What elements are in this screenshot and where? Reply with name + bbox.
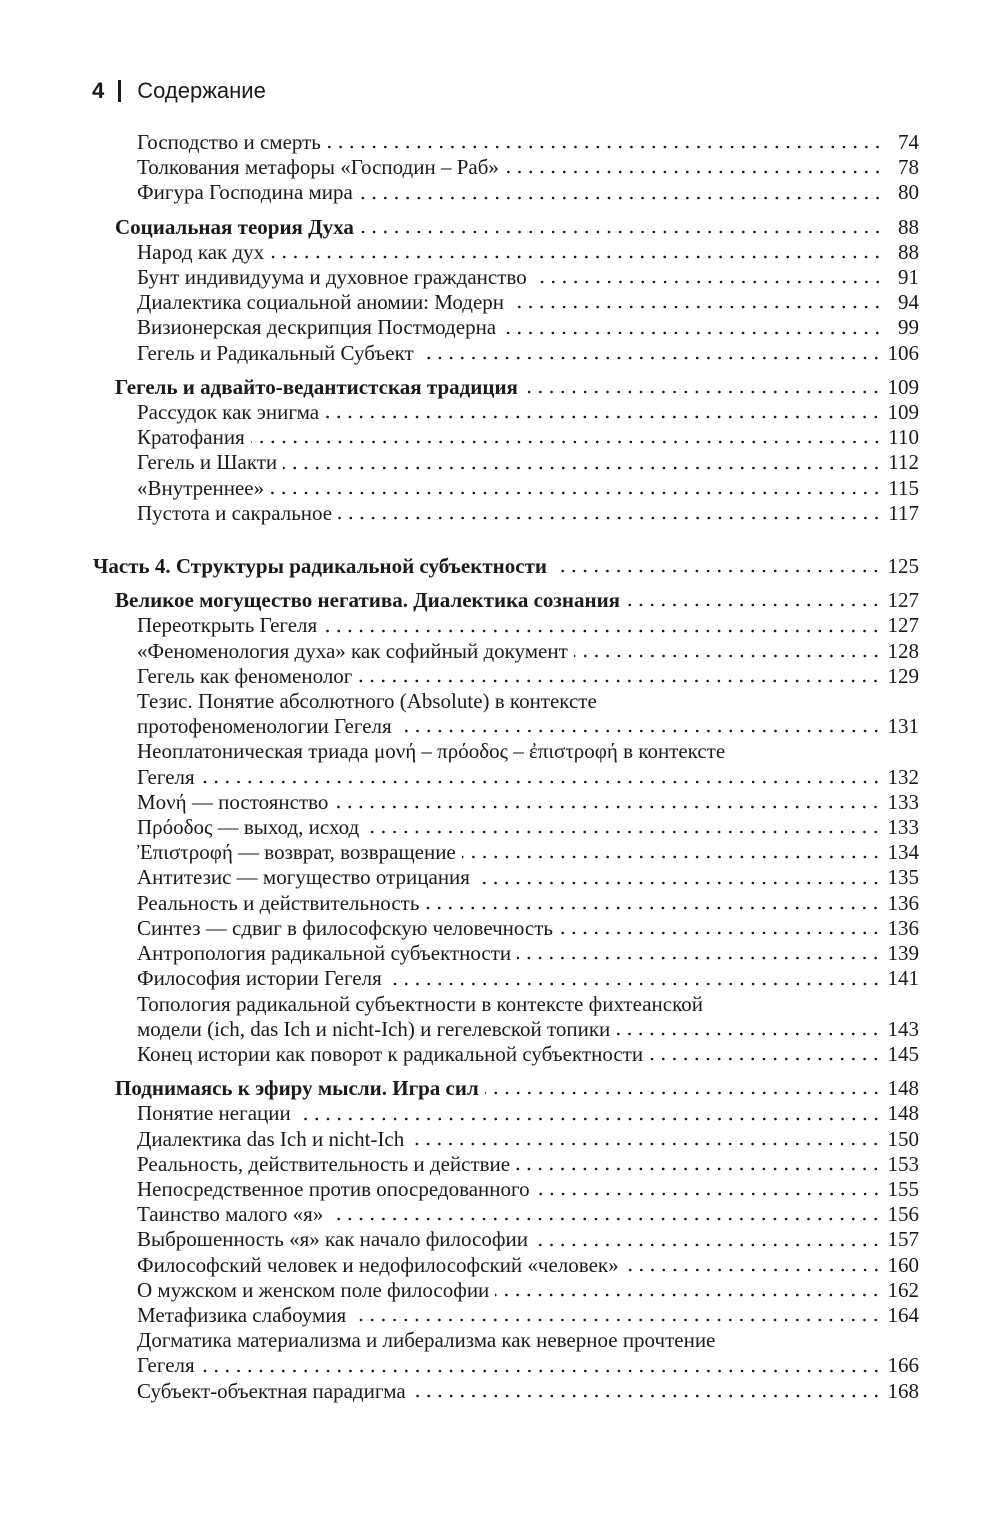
toc-page-number: 127	[887, 613, 919, 638]
toc-entry-sub	[93, 992, 919, 1042]
toc-entry-line	[137, 765, 919, 790]
dot-leader	[476, 881, 882, 885]
toc-entry-title: Таинство малого «я»	[137, 1202, 324, 1227]
dot-leader	[201, 1369, 882, 1373]
toc-entry-line	[137, 450, 919, 475]
toc-entry-line	[137, 1017, 919, 1042]
toc-page-number: 133	[887, 815, 919, 840]
dot-leader	[270, 491, 882, 495]
toc-entry-line	[137, 1379, 919, 1404]
toc-page-number: 160	[887, 1252, 919, 1277]
toc-entry-title: Конец истории как поворот к радикальной субъектности	[137, 1041, 644, 1066]
toc-entry-title: Бунт индивидуума и духовное гражданство	[137, 265, 527, 290]
toc-page-number: 145	[887, 1041, 919, 1066]
toc-page-number: 132	[887, 764, 919, 789]
dot-leader	[283, 466, 882, 470]
dot-leader	[462, 855, 882, 859]
toc-entry-sub	[93, 840, 919, 865]
toc-entry-part	[93, 554, 919, 579]
toc-page-number: 143	[887, 1016, 919, 1041]
toc-entry-sub	[93, 265, 919, 290]
toc-page-number: 125	[887, 554, 919, 579]
dot-leader	[505, 170, 883, 174]
toc-entry-title: Философский человек и недофилософский «человек»	[137, 1252, 619, 1277]
toc-entry-title: Социальная теория Духа	[115, 214, 354, 239]
toc-entry-title: Антитезис — могущество отрицания	[137, 865, 470, 890]
dot-leader	[553, 569, 882, 573]
dot-leader	[365, 830, 881, 834]
toc-entry-title: Πρόοδος — выход, исход	[137, 815, 360, 840]
toc-page-number: 162	[887, 1277, 919, 1302]
toc-page-number: 131	[887, 714, 919, 739]
toc-entry-title: Субъект-объектная парадигма	[137, 1378, 406, 1403]
toc-page-number: 80	[898, 180, 919, 205]
toc-entry-line	[137, 180, 919, 205]
toc-entry-sub	[93, 1177, 919, 1202]
toc-entry-line	[137, 476, 919, 501]
toc-entry-sub	[93, 341, 919, 366]
toc-entry-line	[137, 1042, 919, 1067]
toc-entry-line	[137, 714, 919, 739]
dot-leader	[616, 1032, 881, 1036]
dot-leader	[524, 390, 882, 394]
toc-entry-line	[137, 341, 919, 366]
toc-entry-line	[137, 155, 919, 180]
header-title: Содержание	[137, 78, 266, 103]
toc-entry-title: Переоткрыть Гегеля	[137, 613, 318, 638]
toc-entry-section	[93, 1076, 919, 1101]
toc-entry-sub	[93, 613, 919, 638]
toc-entry-title: «Внутреннее»	[137, 475, 265, 500]
toc-entry-title: Фигура Господина мира	[137, 180, 353, 205]
toc-entry-title: Диалектика das Ich и nicht-Ich	[137, 1126, 405, 1151]
dot-leader	[352, 1318, 881, 1322]
toc-entry-sub	[93, 290, 919, 315]
toc-entry-title: Часть 4. Структуры радикальной субъектности	[93, 554, 547, 579]
dot-leader	[388, 982, 882, 986]
toc-entry-title: протофеноменологии Гегеля	[137, 714, 392, 739]
toc-entry-line	[137, 639, 919, 664]
toc-entry-line	[137, 425, 919, 450]
toc-entry-title: Толкования метафоры «Господин – Раб»	[137, 155, 499, 180]
toc-entry-title: Народ как дух	[137, 239, 265, 264]
dot-leader	[358, 679, 881, 683]
toc-entry-line	[137, 1278, 919, 1303]
toc-page-number: 135	[887, 865, 919, 890]
toc-entry-section	[93, 375, 919, 400]
toc-entry-title: Рассудок как энигма	[137, 400, 320, 425]
running-header	[92, 78, 266, 104]
dot-leader	[251, 440, 883, 444]
toc-entry-sub	[93, 501, 919, 526]
toc-entry-line	[137, 130, 919, 155]
dot-leader	[329, 1217, 881, 1221]
toc-entry-title: Μονή — постоянство	[137, 789, 329, 814]
toc-entry-title: Гегель и Радикальный Субъект	[137, 340, 414, 365]
toc-entry-title: Великое могущество негатива. Диалектика сознания	[115, 588, 621, 613]
dot-leader	[327, 145, 883, 149]
toc-entry-sub	[93, 689, 919, 739]
toc-entry-title: Пустота и сакральное	[137, 500, 333, 525]
toc-entry-line	[137, 1127, 919, 1152]
toc-entry-title: Кратофания	[137, 425, 245, 450]
toc-entry-line	[137, 689, 919, 714]
dot-leader	[325, 415, 881, 419]
toc-page-number: 112	[888, 450, 919, 475]
dot-leader	[410, 1142, 881, 1146]
toc-page-number: 166	[887, 1353, 919, 1378]
toc-page-number: 136	[887, 915, 919, 940]
dot-leader	[516, 1167, 881, 1171]
toc-page-number: 139	[887, 941, 919, 966]
toc-page-number: 99	[898, 315, 919, 340]
dot-leader	[412, 1394, 882, 1398]
toc-entry-sub	[93, 240, 919, 265]
dot-leader	[517, 956, 881, 960]
toc-entry-title: Визионерская дескрипция Постмодерна	[137, 315, 497, 340]
toc-entry-line	[137, 265, 919, 290]
toc-page-number: 155	[887, 1176, 919, 1201]
toc-entry-sub	[93, 1101, 919, 1126]
toc-entry-sub	[93, 1127, 919, 1152]
toc-entry-sub	[93, 1303, 919, 1328]
toc-entry-line	[137, 240, 919, 265]
toc-entry-section	[93, 588, 919, 613]
toc-entry-title: О мужском и женском поле философии	[137, 1277, 490, 1302]
toc-entry-line	[137, 840, 919, 865]
toc-entry-sub	[93, 400, 919, 425]
toc-entry-title: Понятие негации	[137, 1101, 291, 1126]
dot-leader	[485, 1091, 882, 1095]
toc-entry-title: «Феноменология духа» как софийный документ	[137, 638, 568, 663]
toc-entry-line	[137, 790, 919, 815]
toc-page-number: 88	[898, 239, 919, 264]
toc-entry-line	[137, 1202, 919, 1227]
toc-entry-line	[137, 613, 919, 638]
toc-entry-sub	[93, 815, 919, 840]
toc-entry-sub	[93, 966, 919, 991]
toc-entry-title: Гегель как феноменолог	[137, 663, 353, 688]
toc-entry-sub	[93, 425, 919, 450]
toc-entry-line	[115, 588, 919, 613]
toc-entry-sub	[93, 1042, 919, 1067]
toc-entry-sub	[93, 1379, 919, 1404]
dot-leader	[559, 931, 881, 935]
page-number: 4	[92, 78, 105, 103]
toc-entry-sub	[93, 155, 919, 180]
toc-page-number: 115	[888, 475, 919, 500]
toc-entry-sub	[93, 664, 919, 689]
toc-entry-title: Реальность и действительность	[137, 890, 420, 915]
dot-leader	[626, 603, 881, 607]
dot-leader	[420, 356, 882, 360]
toc-page-number: 109	[887, 374, 919, 399]
toc-entry-title: модели (ich, das Ich и nicht-Ich) и гегелевской топики	[137, 1016, 611, 1041]
toc-page-number: 110	[888, 425, 919, 450]
toc-entry-line	[93, 554, 919, 579]
toc-entry-title: Господство и смерть	[137, 130, 321, 154]
toc-entry-line	[137, 739, 919, 764]
toc-entry-sub	[93, 639, 919, 664]
toc-entry-title: Ἐπιστροφή — возврат, возвращение	[137, 840, 456, 865]
toc-page-number: 117	[888, 500, 919, 525]
toc-page-number: 148	[887, 1076, 919, 1101]
toc-entry-sub	[93, 476, 919, 501]
toc-page-number: 91	[898, 265, 919, 290]
toc-entry-line	[137, 1253, 919, 1278]
toc-entry-line	[115, 375, 919, 400]
dot-leader	[425, 906, 881, 910]
toc-entry-sub	[93, 865, 919, 890]
toc-entry-title: Философия истории Гегеля	[137, 966, 382, 991]
toc-page-number: 74	[898, 130, 919, 154]
dot-leader	[625, 1268, 882, 1272]
toc-entry-line	[137, 1101, 919, 1126]
dot-leader	[270, 255, 883, 259]
toc-entry-line	[137, 1177, 919, 1202]
toc-page-number: 141	[887, 966, 919, 991]
toc-page-number: 156	[887, 1202, 919, 1227]
dot-leader	[398, 729, 882, 733]
toc-entry-title: Гегель и адвайто-ведантистская традиция	[115, 374, 518, 399]
toc-entry-sub	[93, 941, 919, 966]
toc-page-number: 88	[898, 214, 919, 239]
toc-page-number: 150	[887, 1126, 919, 1151]
toc-entry-title: Топология радикальной субъектности в контексте фихтеанской	[137, 991, 703, 1016]
header-divider	[118, 80, 121, 102]
toc-entry-line	[137, 501, 919, 526]
table-of-contents	[93, 130, 919, 1404]
toc-entry-sub	[93, 315, 919, 340]
dot-leader	[338, 516, 882, 520]
toc-entry-title: Гегеля	[137, 1353, 195, 1378]
dot-leader	[534, 1243, 882, 1247]
toc-entry-title: Неоплатоническая триада μονή – πρόοδος – ἐπιστροφή в контексте	[137, 739, 726, 764]
toc-page-number: 127	[887, 588, 919, 613]
toc-entry-sub	[93, 1278, 919, 1303]
toc-entry-line	[137, 400, 919, 425]
dot-leader	[323, 629, 881, 633]
dot-leader	[649, 1057, 881, 1061]
toc-page-number: 109	[887, 400, 919, 425]
toc-page-number: 157	[887, 1227, 919, 1252]
toc-entry-line	[137, 315, 919, 340]
toc-entry-line	[137, 891, 919, 916]
dot-leader	[495, 1293, 881, 1297]
toc-entry-line	[137, 1227, 919, 1252]
toc-entry-sub	[93, 916, 919, 941]
dot-leader	[533, 280, 883, 284]
toc-page-number: 133	[887, 789, 919, 814]
toc-entry-title: Поднимаясь к эфиру мысли. Игра сил	[115, 1076, 479, 1101]
toc-page-number: 106	[887, 340, 919, 365]
toc-page-number: 153	[887, 1151, 919, 1176]
toc-entry-title: Синтез — сдвиг в философскую человечность	[137, 915, 554, 940]
toc-entry-title: Метафизика слабоумия	[137, 1302, 347, 1327]
toc-entry-title: Диалектика социальной аномии: Модерн	[137, 290, 505, 315]
toc-entry-title: Тезис. Понятие абсолютного (Absolute) в контексте	[137, 689, 597, 714]
toc-entry-sub	[93, 130, 919, 155]
toc-entry-title: Выброшенность «я» как начало философии	[137, 1227, 528, 1252]
toc-entry-sub	[93, 450, 919, 475]
toc-entry-sub	[93, 790, 919, 815]
toc-entry-sub	[93, 1328, 919, 1378]
toc-entry-line	[137, 992, 919, 1017]
dot-leader	[536, 1192, 882, 1196]
toc-entry-line	[137, 966, 919, 991]
toc-page-number: 134	[887, 840, 919, 865]
dot-leader	[297, 1117, 882, 1121]
toc-page-number: 164	[887, 1302, 919, 1327]
toc-entry-line	[137, 290, 919, 315]
toc-entry-line	[137, 916, 919, 941]
toc-entry-sub	[93, 180, 919, 205]
toc-entry-title: Антропология радикальной субъектности	[137, 941, 512, 966]
toc-entry-section	[93, 215, 919, 240]
toc-entry-sub	[93, 1202, 919, 1227]
dot-leader	[574, 654, 882, 658]
toc-entry-line	[115, 1076, 919, 1101]
toc-entry-line	[137, 1152, 919, 1177]
toc-page-number: 136	[887, 890, 919, 915]
dot-leader	[334, 805, 881, 809]
toc-entry-line	[137, 815, 919, 840]
toc-page-number: 78	[898, 155, 919, 180]
toc-entry-line	[137, 1353, 919, 1378]
toc-entry-sub	[93, 1253, 919, 1278]
toc-entry-sub	[93, 1152, 919, 1177]
toc-entry-line	[115, 215, 919, 240]
toc-page-number: 128	[887, 638, 919, 663]
toc-entry-title: Непосредственное против опосредованного	[137, 1176, 530, 1201]
toc-entry-title: Реальность, действительность и действие	[137, 1151, 511, 1176]
toc-page-number: 168	[887, 1378, 919, 1403]
dot-leader	[502, 331, 883, 335]
dot-leader	[360, 230, 883, 234]
toc-entry-sub	[93, 1227, 919, 1252]
toc-page-number: 148	[887, 1101, 919, 1126]
toc-entry-line	[137, 941, 919, 966]
toc-entry-line	[137, 664, 919, 689]
toc-entry-title: Гегеля	[137, 764, 195, 789]
toc-entry-title: Гегель и Шакти	[137, 450, 278, 475]
toc-page-number: 129	[887, 663, 919, 688]
toc-entry-line	[137, 1303, 919, 1328]
toc-entry-line	[137, 1328, 919, 1353]
dot-leader	[510, 305, 883, 309]
dot-leader	[201, 780, 882, 784]
toc-entry-line	[137, 865, 919, 890]
toc-entry-title: Догматика материализма и либерализма как неверное прочтение	[137, 1328, 716, 1353]
toc-entry-sub	[93, 739, 919, 789]
dot-leader	[359, 196, 883, 200]
toc-entry-sub	[93, 891, 919, 916]
toc-page-number: 94	[898, 290, 919, 315]
